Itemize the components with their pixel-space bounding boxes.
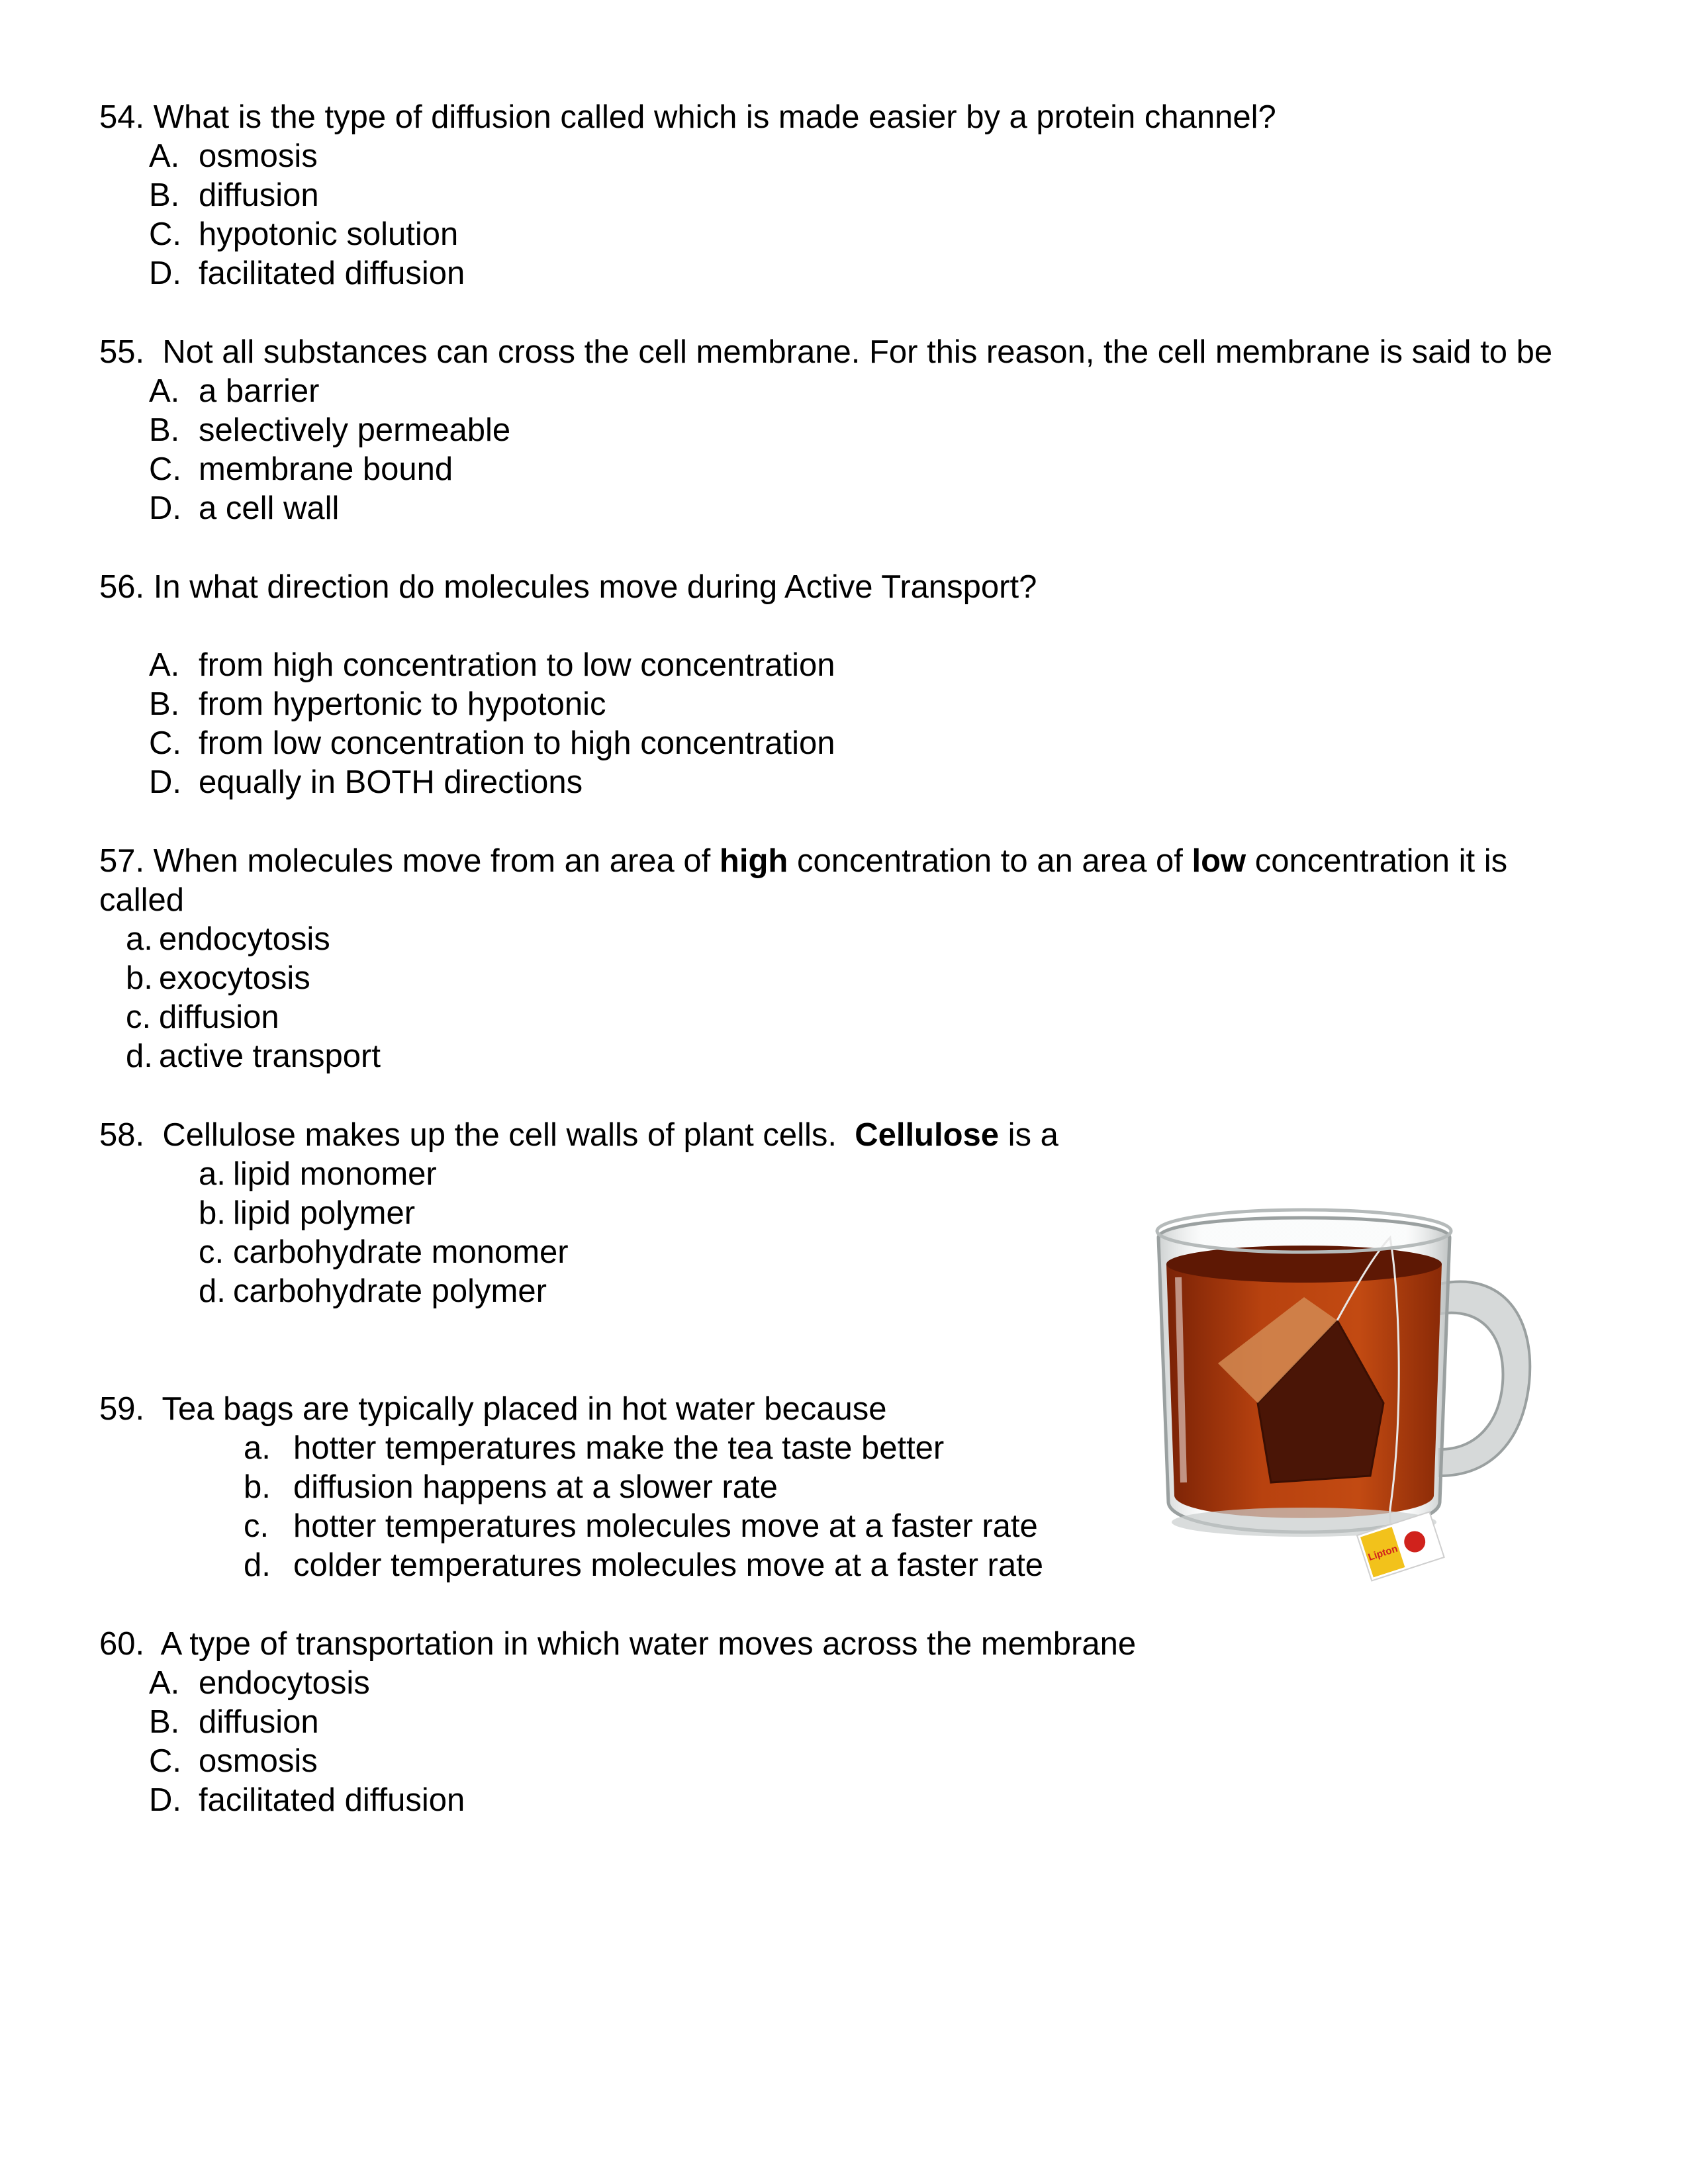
question-stem: 57. When molecules move from an area of high concentration to an area of low concentration it is called — [99, 843, 1517, 918]
answer-option: C. hypotonic solution — [149, 216, 459, 252]
answer-option: b. exocytosis — [126, 960, 310, 996]
answer-option: D. facilitated diffusion — [149, 255, 465, 291]
question-stem: 54. What is the type of diffusion called which is made easier by a protein channel? — [99, 99, 1276, 135]
answer-option: C. membrane bound — [149, 451, 453, 487]
question-60 — [99, 1625, 1136, 1820]
answer-option: d. active transport — [126, 1038, 381, 1074]
mug-handle — [1440, 1282, 1530, 1476]
question-stem: 58. Cellulose makes up the cell walls of plant cells. Cellulose is a — [99, 1117, 1058, 1153]
question-stem: 55. Not all substances can cross the cell membrane. For this reason, the cell membrane is said to be — [99, 334, 1553, 370]
spacer — [99, 607, 1037, 646]
answer-option: A. osmosis — [149, 138, 318, 174]
answer-option: D. a cell wall — [149, 490, 340, 526]
answer-option: A. endocytosis — [149, 1665, 370, 1701]
tea-mug-illustration — [1105, 1165, 1556, 1588]
question-stem: 59. Tea bags are typically placed in hot water because — [99, 1391, 887, 1427]
question-stem: 60. A type of transportation in which water moves across the membrane — [99, 1626, 1137, 1662]
answer-option: b. lipid polymer — [199, 1195, 416, 1231]
answer-option: A. a barrier — [149, 373, 320, 409]
answer-option: d. colder temperatures molecules move at a faster rate — [244, 1547, 1043, 1583]
question-55 — [99, 333, 1552, 528]
answer-option: B. diffusion — [149, 1704, 319, 1740]
answer-option: D. equally in BOTH directions — [149, 764, 583, 800]
answer-option: c. diffusion — [126, 999, 279, 1035]
answer-option: A. from high concentration to low concentration — [149, 647, 835, 683]
answer-option: D. facilitated diffusion — [149, 1782, 465, 1818]
answer-option: c. hotter temperatures molecules move at a faster rate — [244, 1508, 1038, 1544]
answer-option: b. diffusion happens at a slower rate — [244, 1469, 778, 1505]
tea-mug-image — [1105, 1165, 1556, 1588]
answer-option: B. from hypertonic to hypotonic — [149, 686, 606, 722]
question-56 — [99, 568, 1037, 802]
question-stem: 56. In what direction do molecules move during Active Transport? — [99, 569, 1037, 605]
answer-option: a. endocytosis — [126, 921, 330, 957]
answer-option: a. hotter temperatures make the tea taste better — [244, 1430, 945, 1466]
answer-option: B. selectively permeable — [149, 412, 511, 448]
question-54 — [99, 98, 1276, 293]
answer-option: C. osmosis — [149, 1743, 318, 1779]
answer-option: c. carbohydrate monomer — [199, 1234, 569, 1270]
question-57 — [99, 842, 1589, 1076]
answer-option: C. from low concentration to high concentration — [149, 725, 835, 761]
answer-option: d. carbohydrate polymer — [199, 1273, 547, 1309]
question-58 — [99, 1116, 1058, 1311]
tea-tag-label: Lipton — [1366, 1543, 1399, 1563]
answer-option: a. lipid monomer — [199, 1156, 437, 1192]
question-59 — [99, 1390, 1043, 1585]
answer-option: B. diffusion — [149, 177, 319, 213]
